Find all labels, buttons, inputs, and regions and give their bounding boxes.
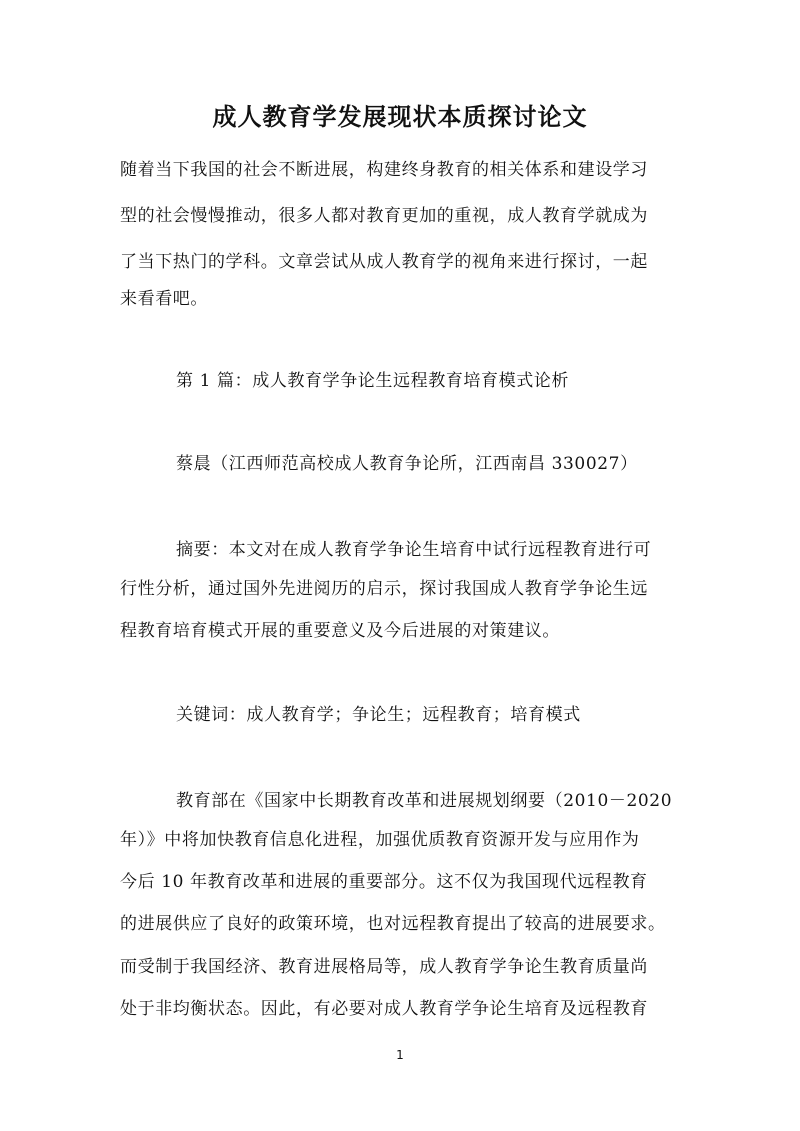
intro-line: 了当下热门的学科。文章尝试从成人教育学的视角来进行探讨，一起	[120, 252, 648, 272]
body-line: 的进展供应了良好的政策环境，也对远程教育提出了较高的进展要求。	[120, 914, 666, 934]
abstract-line: 摘要：本文对在成人教育学争论生培育中试行远程教育进行可	[176, 540, 652, 560]
page-number: 1	[396, 1048, 404, 1062]
chapter-heading: 第 1 篇：成人教育学争论生远程教育培育模式论析	[176, 371, 570, 391]
intro-line: 来看看吧。	[120, 289, 208, 309]
body-line: 年）》中将加快教育信息化进程，加强优质教育资源开发与应用作为	[120, 830, 640, 850]
body-line: 处于非均衡状态。因此，有必要对成人教育学争论生培育及远程教育	[120, 999, 648, 1019]
intro-line: 型的社会慢慢推动，很多人都对教育更加的重视，成人教育学就成为	[120, 206, 648, 226]
keywords-line: 关键词：成人教育学；争论生；远程教育；培育模式	[176, 705, 581, 725]
body-line: 今后 10 年教育改革和进展的重要部分。这不仅为我国现代远程教育	[120, 872, 648, 892]
body-line: 教育部在《国家中长期教育改革和进展规划纲要（2010－2020	[176, 791, 673, 811]
abstract-line: 行性分析，通过国外先进阅历的启示，探讨我国成人教育学争论生远	[120, 579, 648, 599]
author-line: 蔡晨（江西师范高校成人教育争论所，江西南昌 330027）	[176, 454, 638, 474]
body-line: 而受制于我国经济、教育进展格局等，成人教育学争论生教育质量尚	[120, 957, 648, 977]
intro-line: 随着当下我国的社会不断进展，构建终身教育的相关体系和建设学习	[120, 160, 648, 180]
document-title: 成人教育学发展现状本质探讨论文	[212, 103, 588, 131]
abstract-line: 程教育培育模式开展的重要意义及今后进展的对策建议。	[120, 621, 560, 641]
